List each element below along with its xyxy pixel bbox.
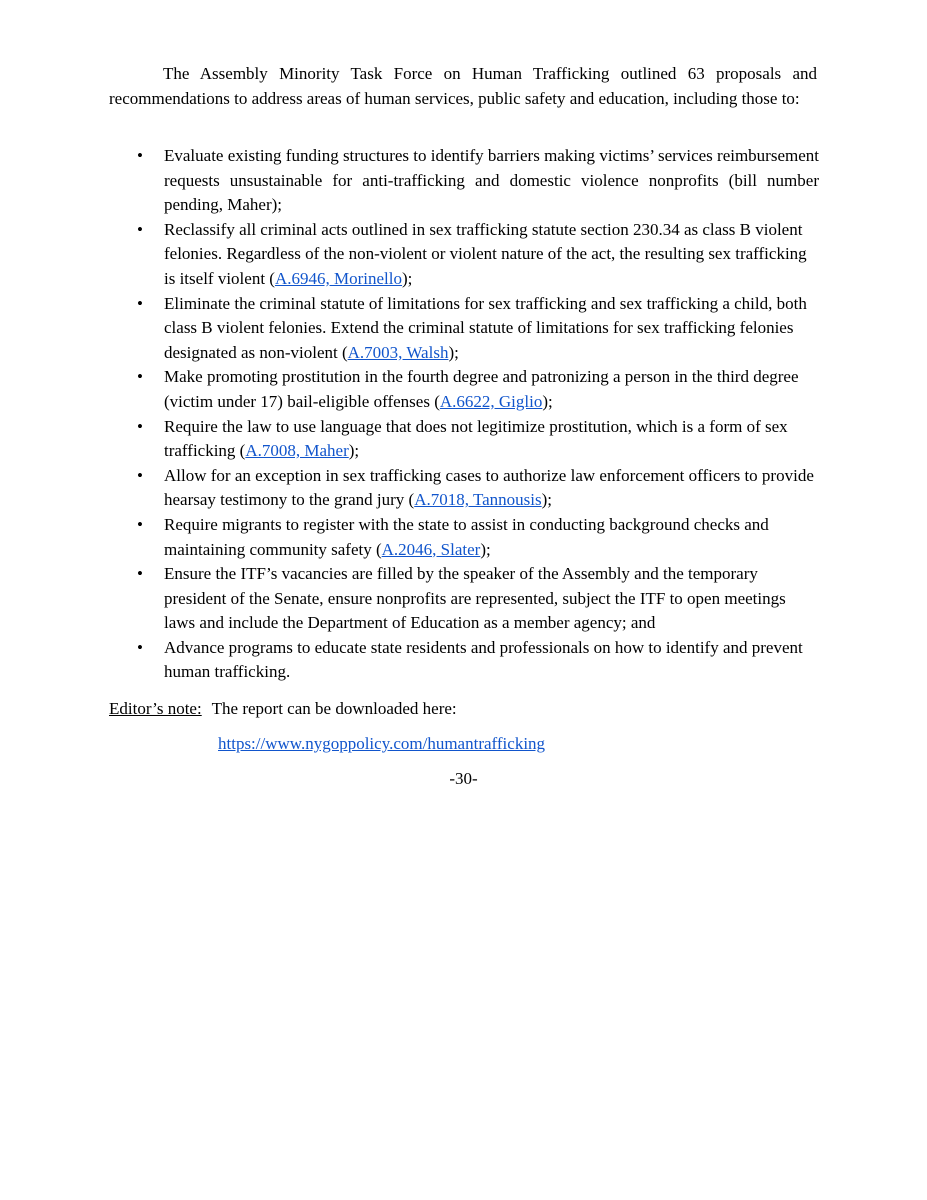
report-url-line [218, 732, 545, 756]
list-item-text-end: ); [402, 268, 413, 288]
list-item [109, 415, 819, 464]
bullet-icon: • [137, 514, 143, 534]
list-item-text: Eliminate the criminal statute of limitations for sex trafficking and sex trafficking a child, both class B violent felonies. Extend the criminal statute of limitations for sex trafficking felonies designated as non-violent ( [164, 293, 807, 362]
list-item-text: Advance programs to educate state residents and professionals on how to identify and prevent human trafficking. [164, 637, 803, 682]
list-item [109, 562, 819, 636]
list-item-text: Evaluate existing funding structures to identify barriers making victims’ services reimbursement requests unsustainable for anti-trafficking and domestic violence nonprofits (bill number pending, Maher); [164, 146, 819, 215]
list-item [109, 513, 819, 562]
bill-link[interactable]: A.6946, Morinello [274, 268, 402, 288]
list-item [109, 218, 819, 292]
bullet-icon: • [137, 293, 143, 313]
list-item-text: Require the law to use language that does not legitimize prostitution, which is a form of sex trafficking ( [164, 416, 788, 461]
list-item [109, 464, 819, 513]
list-item-text-end: ); [480, 539, 491, 559]
bullet-icon: • [137, 637, 143, 657]
list-item-text-end: ); [348, 441, 360, 461]
bullet-icon: • [137, 564, 143, 584]
bullet-icon: • [137, 416, 143, 436]
list-item [109, 292, 819, 366]
bill-link[interactable]: A.7018, Tannousis [414, 490, 542, 510]
bill-link[interactable]: A.7008, Maher [245, 441, 349, 461]
list-item [109, 144, 819, 218]
list-item-text-end: ); [541, 490, 553, 510]
list-item [109, 365, 819, 414]
bullet-icon: • [137, 219, 143, 239]
list-item-text-end: ); [448, 342, 459, 362]
editors-note-label: Editor’s note: [109, 699, 202, 718]
bill-link[interactable]: A.2046, Slater [381, 539, 481, 559]
list-item-text: Reclassify all criminal acts outlined in sex trafficking statute section 230.34 as class B violent felonies. Regardless of the non-violent or violent nature of the act, the resulting sex trafficking is itself violent ( [164, 219, 807, 288]
editors-note-text: The report can be downloaded here: [211, 699, 457, 718]
list-item-text: Ensure the ITF’s vacancies are filled by the speaker of the Assembly and the temporary president of the Senate, ensure nonprofits are represented, subject the ITF to open meetings laws and include the Department of Education as a member agency; and [164, 564, 786, 633]
bullet-icon: • [137, 367, 143, 387]
editors-note [109, 697, 457, 721]
list-item-text: Require migrants to register with the state to assist in conducting background checks and maintaining community safety ( [164, 514, 769, 559]
report-download-link[interactable]: https://www.nygoppolicy.com/humantrafficking [218, 734, 546, 753]
intro-paragraph: The Assembly Minority Task Force on Human Trafficking outlined 63 proposals and recommendations to address areas of human services, public safety and education, including those to: [109, 64, 817, 108]
list-item-text: Allow for an exception in sex trafficking cases to authorize law enforcement officers to provide hearsay testimony to the grand jury ( [164, 465, 814, 510]
bullet-icon: • [137, 146, 143, 165]
proposal-list [109, 144, 819, 685]
list-item-text-end: ); [542, 391, 553, 411]
bill-link[interactable]: A.6622, Giglio [439, 391, 543, 411]
bullet-icon: • [137, 465, 143, 485]
bill-link[interactable]: A.7003, Walsh [347, 342, 449, 362]
list-item [109, 636, 819, 685]
list-item-text: Make promoting prostitution in the fourth degree and patronizing a person in the third degree (victim under 17) bail-eligible offenses ( [164, 367, 799, 411]
page-number: -30- [449, 769, 478, 788]
